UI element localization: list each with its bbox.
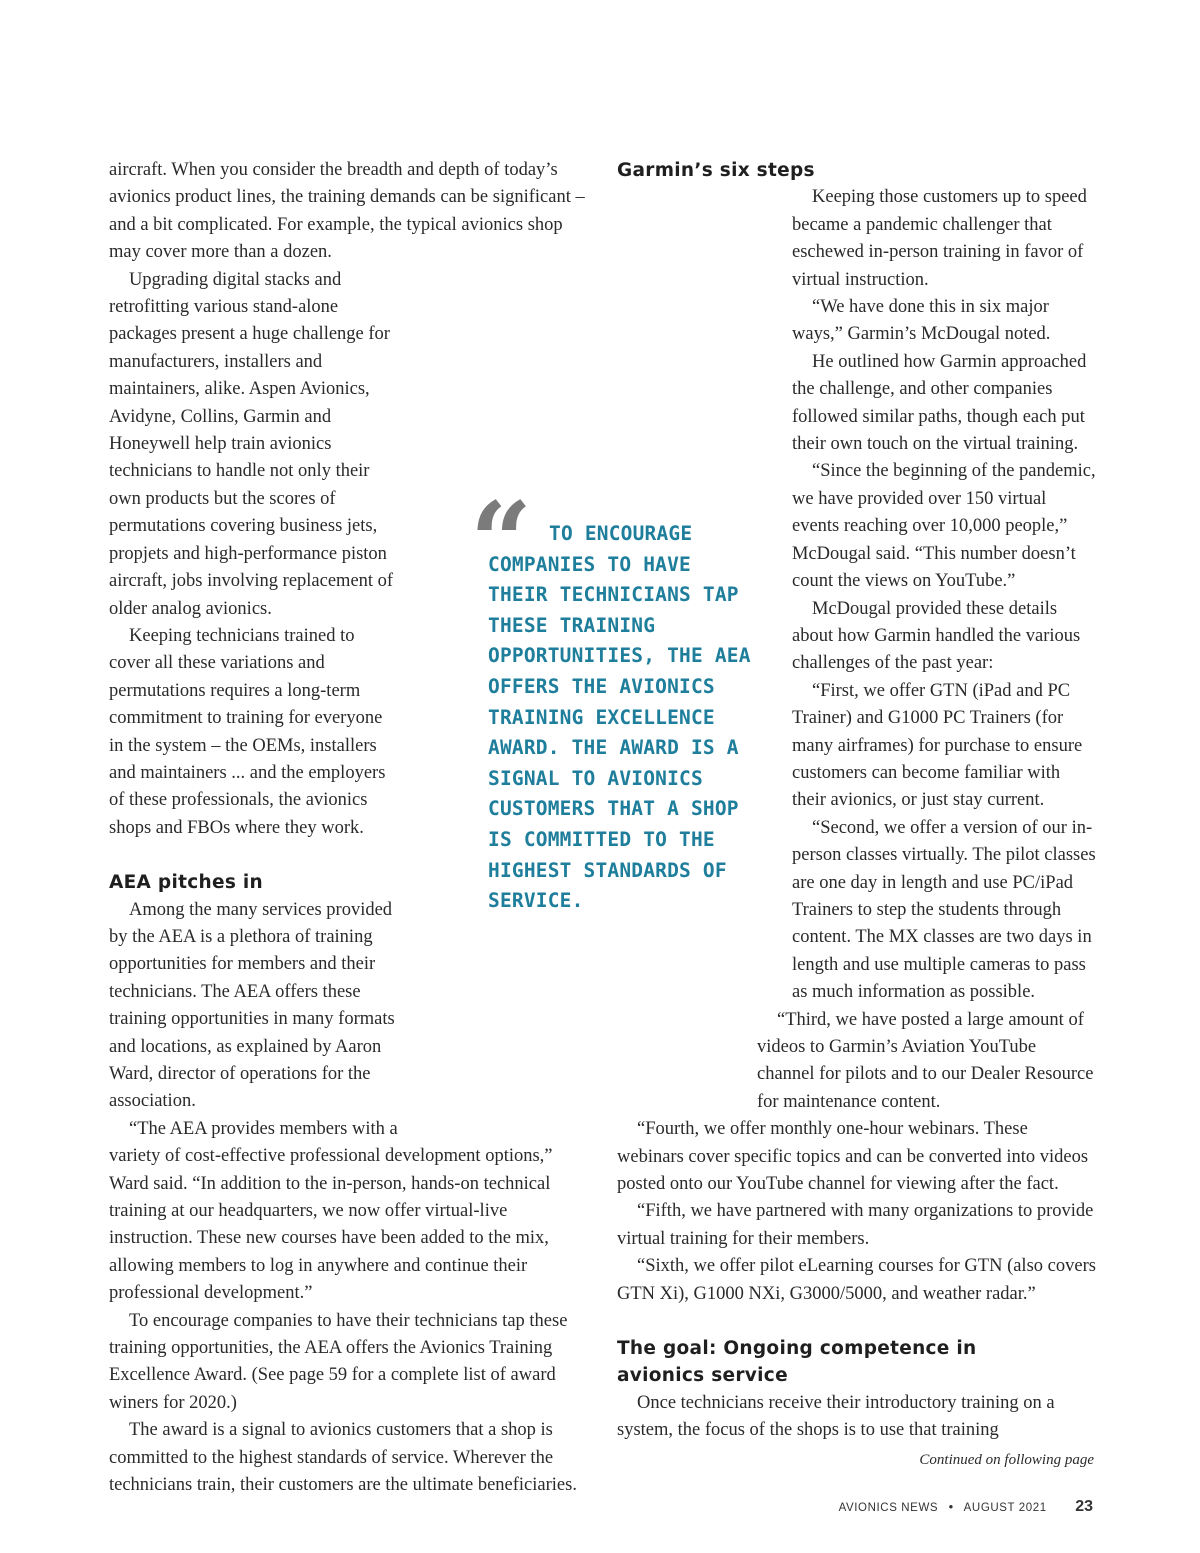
page-footer — [839, 1498, 1093, 1516]
right-column — [617, 157, 1097, 1445]
right-paragraph-11: “Sixth, we offer pilot eLearning courses for GTN (also covers GTN Xi), G1000 NXi, G3000/5000, and weather radar.” — [617, 1256, 1096, 1304]
pull-quote-text: TO ENCOURAGE COMPANIES TO HAVE THEIR TECHNICIANS TAP THESE TRAINING OPPORTUNITIES, THE AEA OFFERS THE AVIONICS TRAINING EXCELLENCE AWARD. THE AWARD IS A SIGNAL TO AVIONICS CUSTOMERS THAT A SHOP IS COMMITTED TO THE HIGHEST STANDARDS OF SERVICE. — [488, 522, 751, 913]
right-paragraph-6: “First, we offer GTN (iPad and PC Trainer) and G1000 PC Trainers (for many airframes) for purchase to ensure customers can become familiar with their avionics, or just stay current. — [792, 680, 1083, 811]
right-paragraph-2: “We have done this in six major ways,” Garmin’s McDougal noted. — [792, 297, 1051, 345]
right-paragraph-9: “Fourth, we offer monthly one-hour webinars. These webinars cover specific topics and can be converted into videos posted onto our YouTube channel for viewing after the fact. — [617, 1119, 1089, 1195]
footer-separator: • — [948, 1499, 954, 1514]
issue-date: AUGUST 2021 — [963, 1502, 1047, 1514]
publication-name: AVIONICS NEWS — [838, 1502, 939, 1514]
section-heading-aea: AEA pitches in — [109, 872, 263, 894]
section-heading-garmin: Garmin’s six steps — [617, 160, 815, 181]
left-paragraph-4: Among the many services provided by the AEA is a plethora of training opportunities for members and their technicians. The AEA offers these training opportunities in many formats and locations, as explained by Aaron Ward, director of operations for the association. — [109, 899, 395, 1112]
right-paragraph-1: Keeping those customers up to speed became a pandemic challenger that eschewed in-person training in favor of virtual instruction. — [792, 187, 1087, 290]
section-spacer — [617, 1308, 1097, 1335]
continued-note: Continued on following page — [919, 1452, 1094, 1468]
left-paragraph-1: aircraft. When you consider the breadth and depth of today’s avionics product lines, the training demands can be significant – and a bit complicated. For example, the typical avionics shop may cover more than a dozen. — [109, 160, 585, 263]
right-paragraph-5: McDougal provided these details about how Garmin handled the various challenges of the past year: — [792, 598, 1081, 674]
right-paragraph-4: “Since the beginning of the pandemic, we have provided over 150 virtual events reaching over 10,000 people,” McDougal said. “This number doesn’t count the views on YouTube.” — [792, 461, 1096, 592]
right-paragraph-8: “Third, we have posted a large amount of videos to Garmin’s Aviation YouTube channel for pilots and to our Dealer Resource for maintenance content. — [757, 1009, 1094, 1112]
left-paragraph-5: “The AEA provides members with a variety of cost-effective professional development options,” Ward said. “In addition to the in-person, hands-on technical training at our headquarters, we now offer virtual-live instruction. These new courses have been added to the mix, allowing members to log in anywhere and continue their professional development.” — [109, 1118, 553, 1304]
pull-quote-wrap-space — [617, 984, 757, 1094]
right-paragraph-12: Once technicians receive their introductory training on a system, the focus of the shops is to use that training — [617, 1392, 1055, 1441]
left-paragraph-2: Upgrading digital stacks and retrofitting various stand-alone packages present a huge challenge for manufacturers, installers and maintainers, alike. Aspen Avionics, Avidyne, Collins, Garmin and Honeywell help train avionics technicians to handle not only their own products but the scores of permutations covering business jets, propjets and high-performance piston aircraft, jobs involving replacement of older analog avionics. — [109, 269, 394, 619]
left-paragraph-7: The award is a signal to avionics customers that a shop is committed to the highest standards of service. Wherever the technicians train, their customers are the ultimate beneficiaries. — [109, 1420, 577, 1496]
right-paragraph-10: “Fifth, we have partnered with many organizations to provide virtual training for their members. — [617, 1201, 1094, 1249]
right-paragraph-7: “Second, we offer a version of our in-person classes virtually. The pilot classes are one day in length and use PC/iPad Trainers to step the students through content. The MX classes are two days in length and use multiple cameras to pass as much information as possible. — [792, 817, 1096, 1003]
quote-mark-icon: “ — [470, 479, 533, 605]
left-paragraph-6: To encourage companies to have their technicians tap these training opportunities, the AEA offers the Avionics Training Excellence Award. (See page 59 for a complete list of award winers for 2020.) — [109, 1310, 568, 1413]
pull-quote-wrap-space — [617, 474, 792, 984]
left-paragraph-3: Keeping technicians trained to cover all these variations and permutations requires a long-term commitment to training for everyone in the system – the OEMs, installers and maintainers ... and the employers of these professionals, the avionics shops and FBOs where they work. — [109, 625, 386, 838]
pull-quote-wrap-space — [617, 464, 792, 474]
section-heading-goal: The goal: Ongoing competence in avionics service — [617, 1338, 977, 1387]
right-paragraph-3: He outlined how Garmin approached the challenge, and other companies followed similar paths, though each put their own touch on the virtual training. — [792, 351, 1087, 455]
page-number: 23 — [1075, 1498, 1093, 1515]
